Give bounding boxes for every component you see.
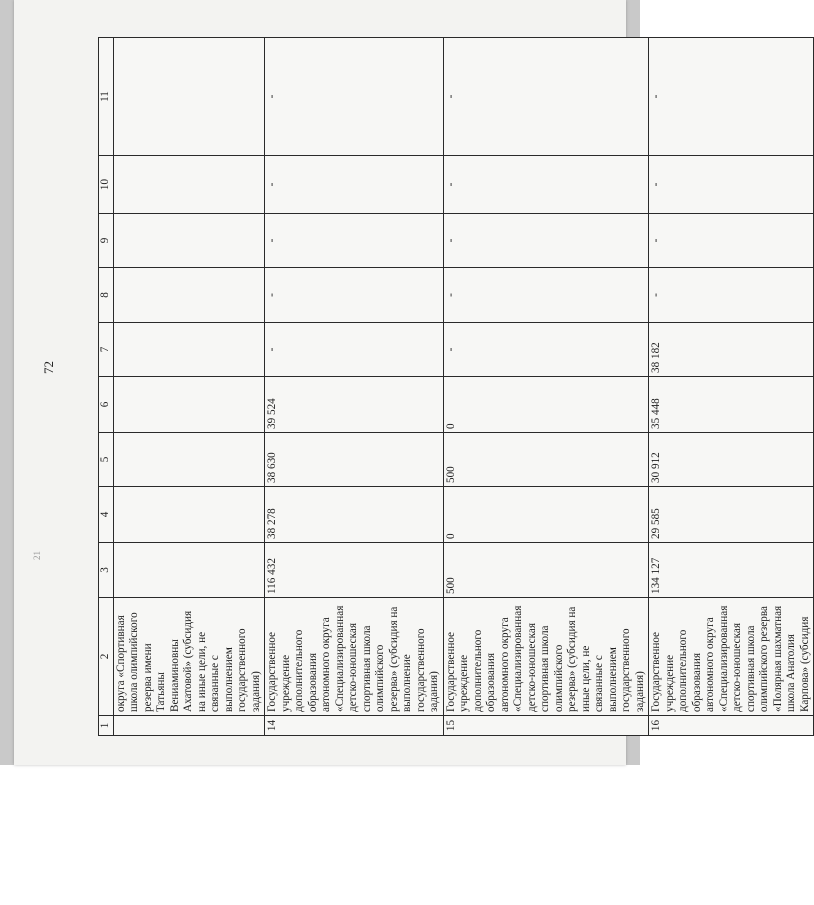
row-number: 15: [443, 716, 649, 736]
year-value: 29 585: [649, 487, 814, 543]
year-value: 500: [443, 433, 649, 487]
year-value: -: [265, 214, 444, 268]
column-header: 2: [99, 598, 114, 716]
page-number: 72: [41, 361, 56, 374]
year-value: 0: [443, 487, 649, 543]
year-value: [113, 156, 265, 214]
recipient-name: Государственное учреждение дополнительного образования автономного округа «Специализированная детско-юношеская спортивная школа олимпийского резерва» (субсидия на выполнение государственного задания): [265, 598, 444, 716]
total-value: 134 127: [649, 543, 814, 598]
table-row: [265, 38, 444, 736]
year-value: [113, 38, 265, 156]
row-number: 14: [265, 716, 444, 736]
column-header: 5: [99, 433, 114, 487]
year-value: -: [265, 323, 444, 377]
year-value: [113, 268, 265, 323]
year-value: 39 524: [265, 377, 444, 433]
table-row: [113, 38, 265, 736]
header-row: [99, 38, 114, 736]
column-header: 4: [99, 487, 114, 543]
column-header: 7: [99, 323, 114, 377]
column-header: 8: [99, 268, 114, 323]
row-number: 16: [649, 716, 814, 736]
column-header: 6: [99, 377, 114, 433]
year-value: [113, 214, 265, 268]
total-value: [113, 543, 265, 598]
year-value: [113, 323, 265, 377]
column-header: 1: [99, 716, 114, 736]
year-value: 0: [443, 377, 649, 433]
year-value: 35 448: [649, 377, 814, 433]
year-value: -: [265, 38, 444, 156]
year-value: [113, 377, 265, 433]
year-value: -: [265, 156, 444, 214]
year-value: -: [443, 268, 649, 323]
year-value: -: [443, 214, 649, 268]
recipient-name: Государственное учреждение дополнительного образования автономного округа «Специализированная детско-юношеская спортивная школа олимпийского резерва «Полярная шахматная школа Анатолия Карпова» (субсидия: [649, 598, 814, 716]
budget-table: [98, 37, 814, 736]
year-value: -: [265, 268, 444, 323]
margin-mark: 21: [32, 551, 42, 560]
year-value: -: [649, 38, 814, 156]
year-value: 38 278: [265, 487, 444, 543]
total-value: 500: [443, 543, 649, 598]
document-sheet: [14, 0, 811, 765]
total-value: 116 432: [265, 543, 444, 598]
year-value: -: [649, 156, 814, 214]
table-row: [443, 38, 649, 736]
year-value: [113, 433, 265, 487]
year-value: -: [443, 156, 649, 214]
column-header: 11: [99, 38, 114, 156]
year-value: [113, 487, 265, 543]
column-header: 9: [99, 214, 114, 268]
year-value: -: [649, 268, 814, 323]
recipient-name: Государственное учреждение дополнительного образования автономного округа «Специализированная детско-юношеская спортивная школа олимпийского резерва» (субсидия на иные цели, не связанные с выполнением государственного задания): [443, 598, 649, 716]
recipient-name: округа «Спортивная школа олимпийского резерва имени Татьяны Вениаминовны Ахатовой» (субсидия на иные цели, не связанные с выполнением государственного задания): [113, 598, 265, 716]
table-row: [649, 38, 814, 736]
year-value: -: [443, 323, 649, 377]
year-value: 30 912: [649, 433, 814, 487]
column-header: 3: [99, 543, 114, 598]
year-value: -: [649, 214, 814, 268]
year-value: 38 630: [265, 433, 444, 487]
row-number: [113, 716, 265, 736]
table-container: [98, 38, 811, 736]
year-value: -: [443, 38, 649, 156]
year-value: 38 182: [649, 323, 814, 377]
column-header: 10: [99, 156, 114, 214]
